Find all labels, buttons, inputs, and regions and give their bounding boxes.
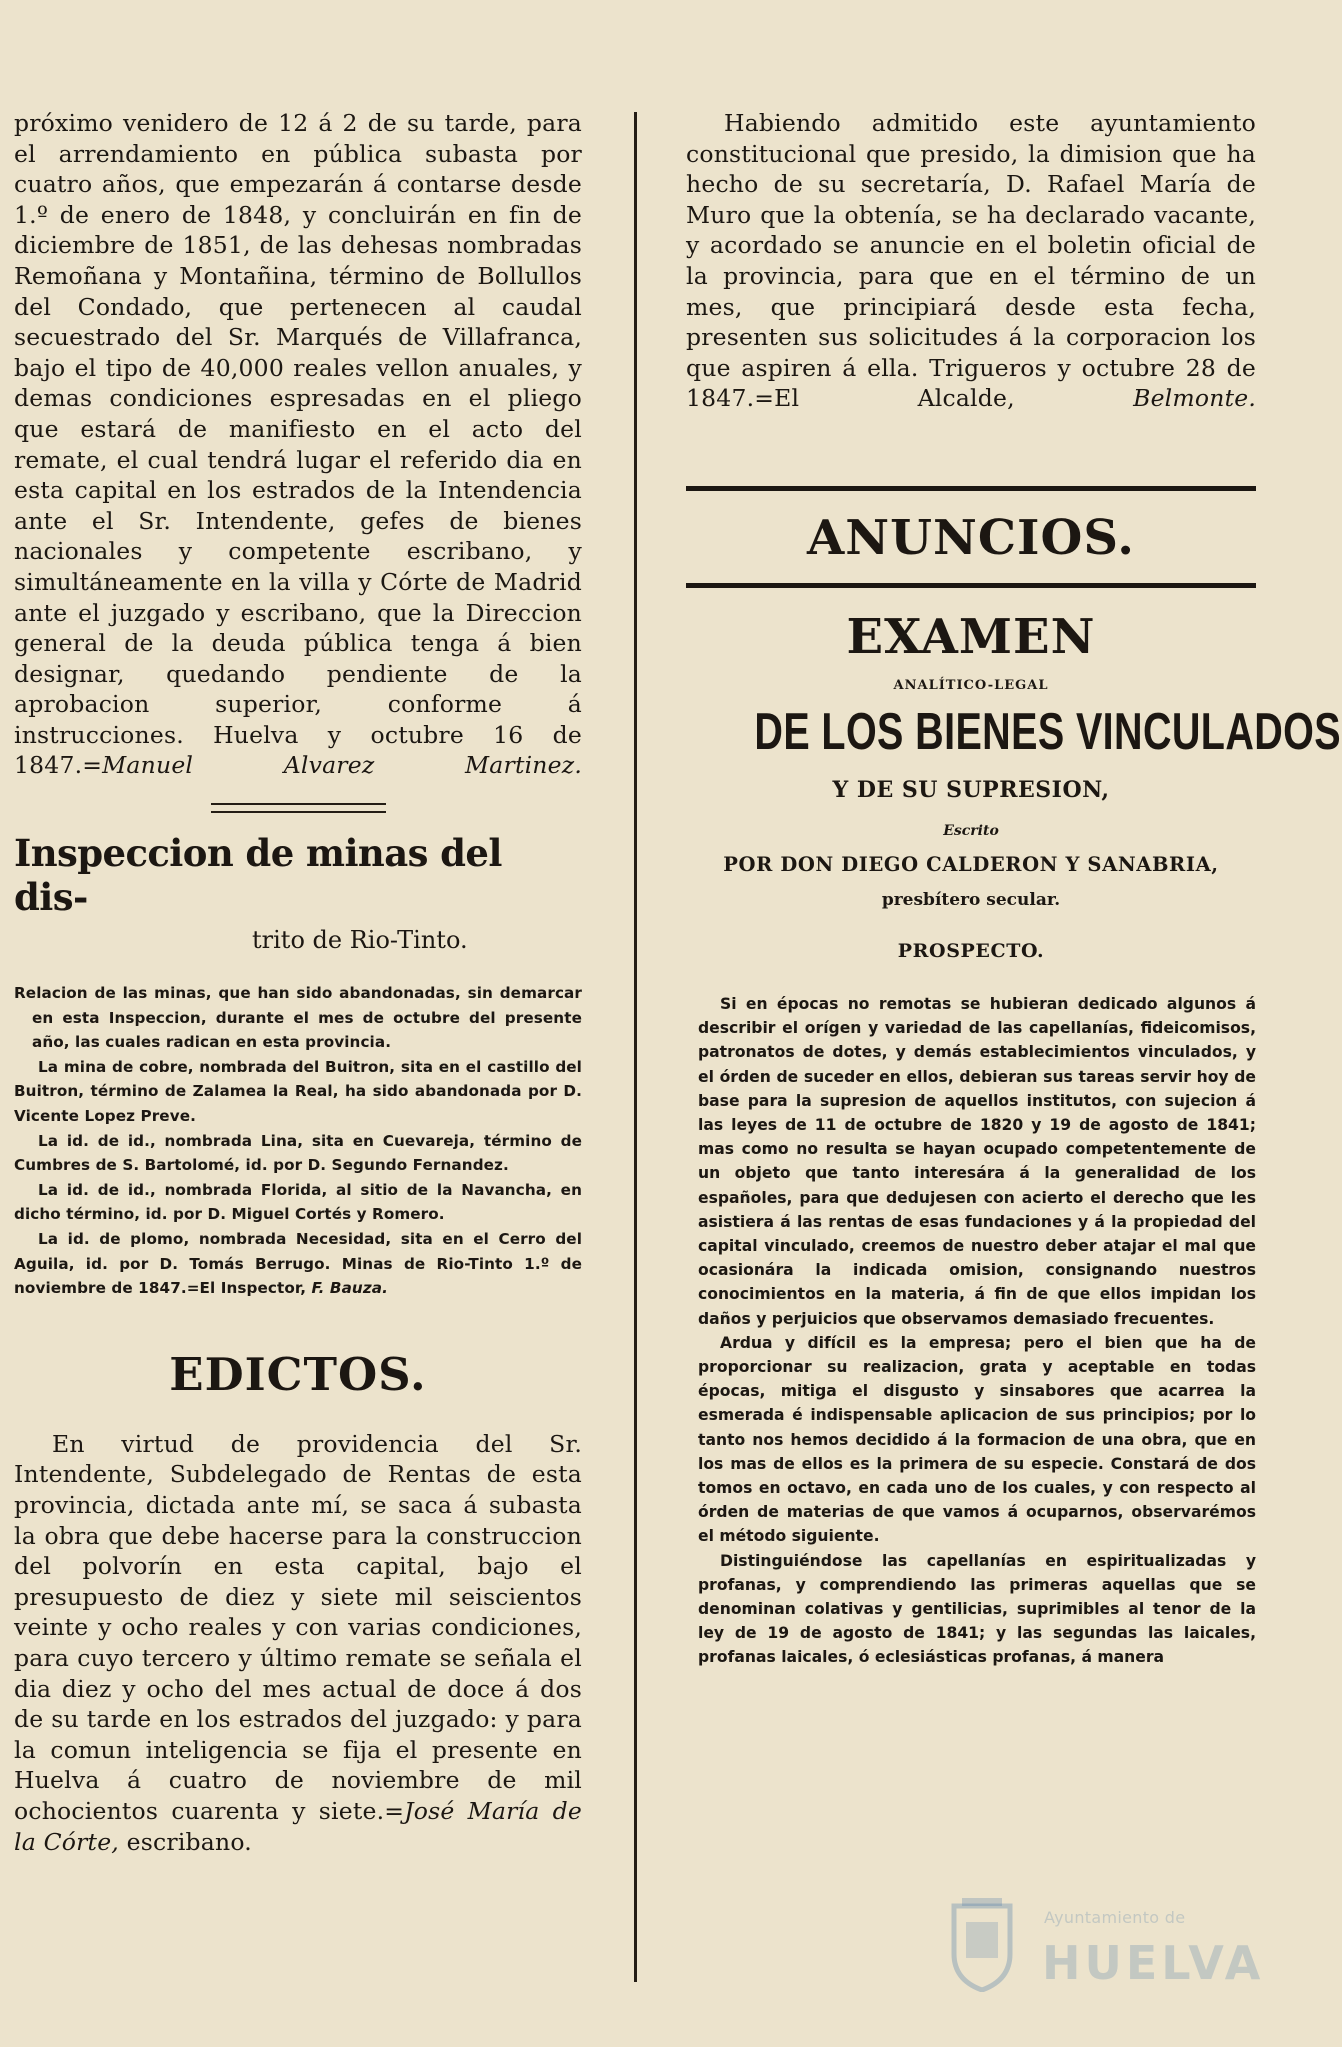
supresion-subtitle: Y DE SU SUPRESION,: [832, 776, 1110, 803]
prospecto-paragraph: Ardua y difícil es la empresa; pero el bien que ha de proporcionar su realizacion, grata y aceptable en todas épocas, mitiga el disgusto y sinsabores que acarrea la esmerada é indispensable aplicacion de sus principios; por lo tanto nos hemos decidido á la formacion de una obra, que en los mas de ellos es la primera de su especie. Constará de dos tomos en octavo, en cada uno de los cuales, y con respecto al órden de materias de que vamos á ocuparnos, observarémos el método siguiente.: [698, 1333, 1256, 1546]
subasta-notice: [14, 108, 582, 781]
minas-intro: Relacion de las minas, que han sido abandonadas, sin demarcar en esta Inspeccion, durante el mes de octubre del presente año, las cuales radican en esta provincia.: [14, 984, 582, 1052]
right-column: [686, 108, 1342, 1670]
subasta-text: próximo venidero de 12 á 2 de su tarde, para el arrendamiento en pública subasta por cuatro años, que empezarán á contarse desde 1.º de enero de 1848, y concluirán en fin de diciembre de 1851, de las dehesas nombradas Remoñana y Montañina, término de Bollullos del Condado, que pertenecen al caudal secuestrado del Sr. Marqués de Villafranca, bajo el tipo de 40,000 reales vellon anuales, y demas condiciones espresadas en el pliego que estará de manifiesto en el acto del remate, el cual tendrá lugar el referido dia en esta capital en los estrados de la Intendencia ante el Sr. Intendente, gefes de bienes nacionales y competente escribano, y simultáneamente en la villa y Córte de Madrid ante el juzgado y escribano, que la Direccion general de la deuda pública tenga á bien designar, quedando pendiente de la aprobacion superior, conforme á instrucciones. Huelva y octubre 16 de 1847.=: [14, 109, 582, 780]
author-role: presbítero secular.: [881, 889, 1061, 910]
edicto-signature-tail: escribano.: [118, 1827, 252, 1856]
ayuntamiento-signature: Belmonte.: [1133, 384, 1256, 413]
section-separator: [211, 803, 386, 813]
prospecto-paragraph: Distinguiéndose las capellanías en espiritualizadas y profanas, y comprendiendo las primeras aquellas que se denominan colativas y gentilicias, suprimibles al tenor de la ley de 19 de agosto de 1841; y las segundas las laicales, profanas laicales, ó eclesiásticas profanas, á manera: [698, 1551, 1256, 1667]
edicto-notice: [14, 1429, 582, 1857]
mina-item: La id. de id., nombrada Lina, sita en Cuevareja, término de Cumbres de S. Bartolomé, id. por D. Segundo Fernandez.: [14, 1131, 582, 1175]
watermark-big-text: HUELVA: [1042, 1936, 1265, 1990]
minas-signature: F. Bauza.: [311, 1279, 388, 1298]
archive-watermark: [948, 1896, 1288, 2006]
mina-item-text: La id. de plomo, nombrada Necesidad, sita en el Cerro del Aguila, id. por D. Tomás Berrugo. Minas de Rio-Tinto 1.º de noviembre de 1847.=El Inspector,: [14, 1230, 582, 1298]
edicto-signature: José María de la Córte,: [14, 1796, 582, 1856]
edictos-title: EDICTOS.: [169, 1347, 427, 1401]
mina-item-last: [14, 1227, 582, 1301]
column-divider: [634, 112, 637, 1982]
analitico-subtitle: ANALÍTICO-LEGAL: [893, 677, 1049, 693]
examen-title: EXAMEN: [846, 608, 1096, 665]
bienes-title: DE LOS BIENES VINCULADOS: [754, 702, 1342, 761]
ayuntamiento-notice: [686, 108, 1256, 414]
top-rule: [686, 486, 1256, 491]
bottom-rule: [686, 583, 1256, 588]
city-shield-icon: [948, 1896, 1016, 1992]
minas-subtitle: trito de Rio-Tinto.: [252, 926, 468, 955]
edicto-text: En virtud de providencia del Sr. Intendente, Subdelegado de Rentas de esta provincia, dictada ante mí, se saca á subasta la obra que debe hacerse para la construccion del polvorín en esta capital, bajo el presupuesto de diez y siete mil seiscientos veinte y ocho reales y con varias condiciones, para cuyo tercero y último remate se señala el dia diez y ocho del mes actual de doce á dos de su tarde en los estrados del juzgado: y para la comun inteligencia se fija el presente en Huelva á cuatro de noviembre de mil ochocientos cuarenta y siete.=: [14, 1429, 582, 1825]
ayuntamiento-text: Habiendo admitido este ayuntamiento constitucional que presido, la dimision que ha hecho de su secretaría, D. Rafael María de Muro que la obtenía, se ha declarado vacante, y acordado se anuncie en el boletin oficial de la provincia, para que en el término de un mes, que principiará desde esta fecha, presenten sus solicitudes á la corporacion los que aspiren á ella. Trigueros y octubre 28 de 1847.=El Alcalde,: [686, 109, 1256, 413]
subasta-signature: Manuel Alvarez Martinez.: [102, 751, 582, 780]
escrito-label: Escrito: [943, 822, 999, 839]
mina-item: La mina de cobre, nombrada del Buitron, sita en el castillo del Buitron, término de Zalamea la Real, ha sido abandonada por D. Vicente Lopez Preve.: [14, 1057, 582, 1126]
mina-item: La id. de id., nombrada Florida, al sitio de la Navancha, en dicho término, id. por D. Miguel Cortés y Romero.: [14, 1180, 582, 1224]
prospecto-heading: PROSPECTO.: [897, 939, 1045, 962]
anuncios-title: ANUNCIOS.: [807, 509, 1135, 566]
author-line: POR DON DIEGO CALDERON Y SANABRIA,: [723, 852, 1219, 876]
prospecto-paragraph: Si en épocas no remotas se hubieran dedicado algunos á describir el orígen y variedad de las capellanías, fideicomisos, patronatos de dotes, y demás establecimientos vinculados, y el órden de suceder en ellos, debieran sus tareas servir hoy de base para la supresion de aquellos institutos, con sujecion á las leyes de 11 de octubre de 1820 y 19 de agosto de 1841; mas como no resulta se hayan ocupado competentemente de un objeto que tanto interesára á la generalidad de los españoles, para que dedujesen con acierto el derecho que les asistiera á las rentas de esas fundaciones y á la propiedad del capital vinculado, creemos de nuestro deber atajar el mal que ocasionára la indicada omision, consignando nuestros conocimientos en la materia, á fin de que ellos impidan los daños y perjuicios que observamos demasiado frecuentes.: [698, 994, 1256, 1328]
left-column: [14, 108, 582, 1857]
watermark-small-text: Ayuntamiento de: [1044, 1908, 1186, 1927]
minas-title: Inspeccion de minas del dis-: [14, 831, 502, 920]
